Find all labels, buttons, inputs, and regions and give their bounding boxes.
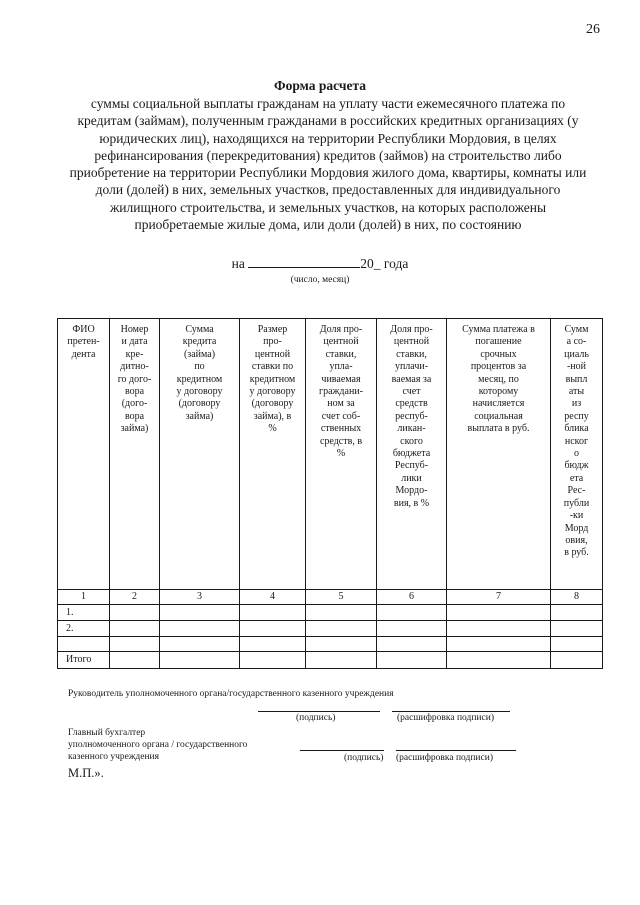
empty-row [58,637,603,652]
column-number: 1 [58,590,110,605]
column-number: 8 [551,590,603,605]
date-year: 20_ года [360,256,409,271]
accountant-decoding-line [396,750,516,751]
column-number: 5 [306,590,377,605]
table-cell [306,605,377,621]
table-cell [447,605,551,621]
date-prefix: на [231,256,245,271]
head-signature-label: Руководитель уполномоченного органа/государственного казенного учреждения [68,689,394,699]
total-label: Итого [58,652,110,669]
table-row [58,605,603,621]
head-decoding-caption: (расшифровка подписи) [397,713,494,723]
table-cell [240,621,306,637]
form-title: Форма расчета [273,78,366,93]
table-cell [551,605,603,621]
table-cell [110,621,160,637]
column-number: 3 [160,590,240,605]
header-cell: Доля про- центной ставки, уплачи- ваемая за счет средств респуб- ликан- ского бюджета Респуб- лики Мордо- вия, в % [377,319,447,590]
date-caption: (число, месяц) [290,275,350,285]
table-cell [160,621,240,637]
header-cell: Сумма кредита (займа) по кредитном у договору (договору займа) [160,319,240,590]
table-cell [551,621,603,637]
table-row [58,621,603,637]
header-cell: Размер про- центной ставки по кредитном у договору (договору займа), в % [240,319,306,590]
table-cell [110,605,160,621]
head-signature-line [258,711,380,712]
row-label: 1. [58,605,110,621]
row-label: 2. [58,621,110,637]
head-decoding-line [392,711,510,712]
column-number: 2 [110,590,160,605]
table-cell [240,605,306,621]
accountant-decoding-caption: (расшифровка подписи) [396,753,493,763]
header-cell: Номер и дата кре- дитно- го дого- вора (дого- вора займа) [110,319,160,590]
accountant-signature-line [300,750,384,751]
column-number: 6 [377,590,447,605]
header-cell: Доля про- центной ставки, упла- чиваемая граждани- ном за счет соб- ственных средств, в % [306,319,377,590]
table-header-row [58,319,603,590]
accountant-label-2: уполномоченного органа / государственного [68,740,248,750]
table-cell [377,605,447,621]
header-cell: ФИО претен- дента [58,319,110,590]
accountant-label-3: казенного учреждения [68,752,160,762]
column-number: 7 [447,590,551,605]
total-row [58,652,603,669]
header-cell: Сумм а со- циаль -ной выпл аты из респу блика нског о бюдж ета Рес- публи -ки Морд овия, в руб. [551,319,603,590]
column-number: 4 [240,590,306,605]
table-cell [377,621,447,637]
head-signature-caption: (подпись) [296,713,336,723]
date-blank [248,256,360,268]
accountant-signature-caption: (подпись) [344,753,384,763]
calculation-table [57,318,603,669]
stamp-place: М.П.». [68,766,104,780]
table-cell [447,621,551,637]
date-line [0,256,640,272]
header-cell: Сумма платежа в погашение срочных процентов за месяц, по которому начисляется социальная выплата в руб. [447,319,551,590]
page-number: 26 [586,22,600,37]
form-subtitle: суммы социальной выплаты гражданам на уплату части ежемесячного платежа по кредитам (займам), полученным гражданами в российских кредитных организациях (у юридических лиц), находящихся на территории Республики Мордовия, в целях рефинансирования (перекредитования) кредитов (займов) на строительство либо приобретение на территории Республики Мордовия жилого дома, квартиры, комнаты или доли (долей) в них, земельных участков, предоставленных для индивидуального жилищного строительства, и земельных участков, на которых расположены приобретаемые жилые дома, или доли (долей) в них, по состоянию [69,96,587,233]
accountant-label-1: Главный бухгалтер [68,728,146,738]
table-cell [306,621,377,637]
column-number-row [58,590,603,605]
table-cell [160,605,240,621]
